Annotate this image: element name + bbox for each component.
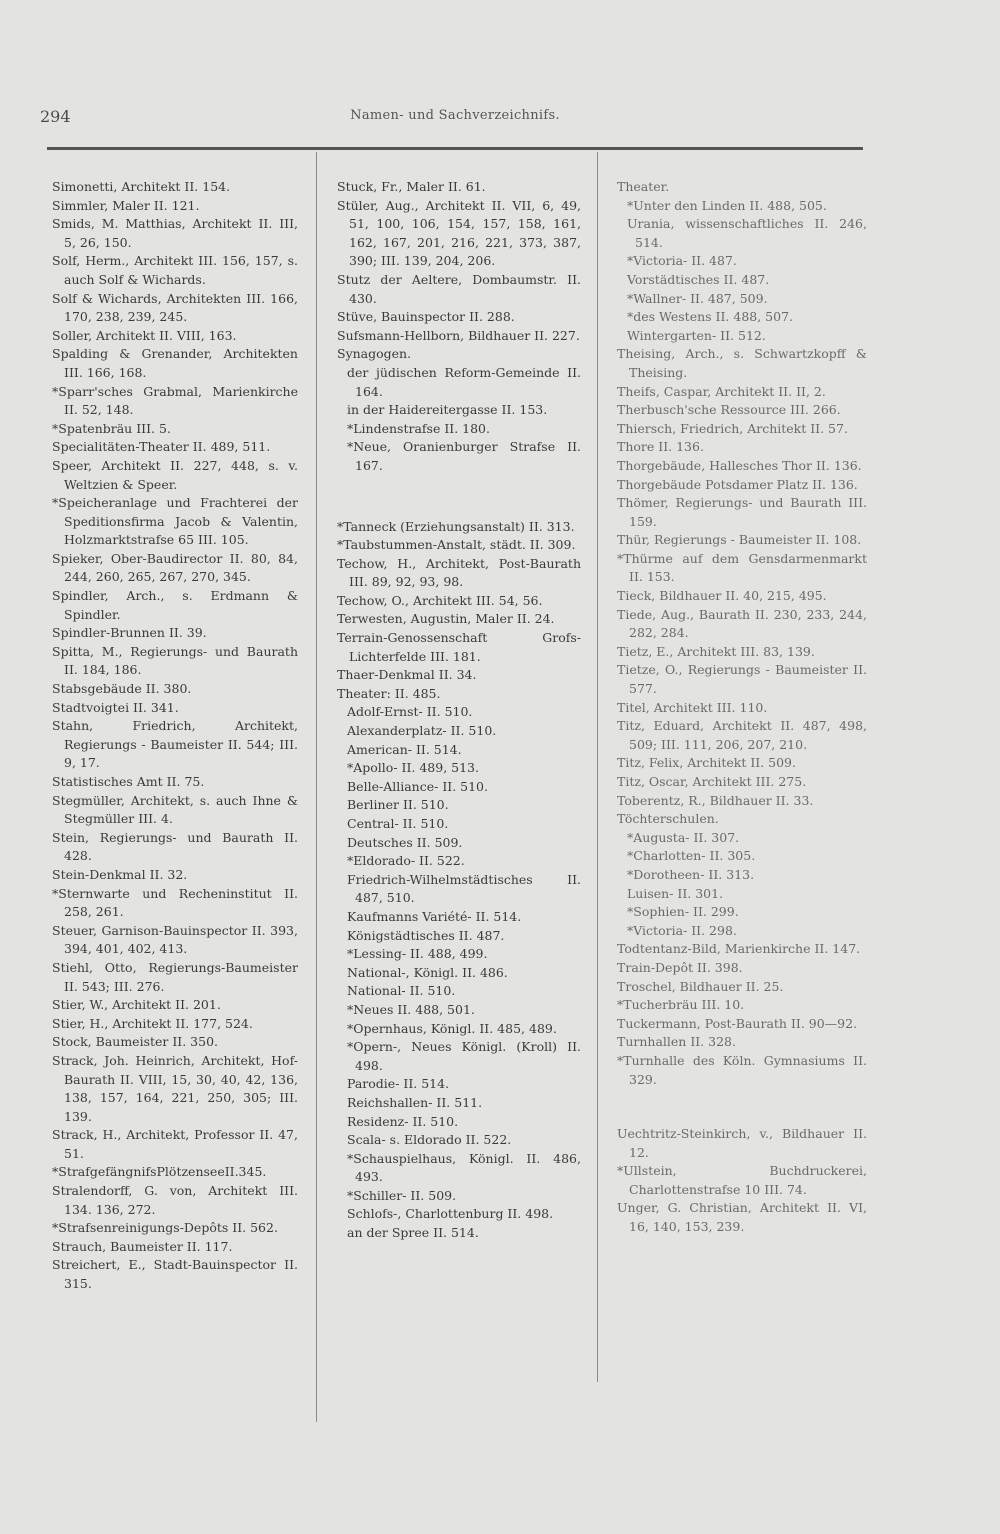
index-subentry: Alexanderplatz- II. 510.	[347, 723, 497, 739]
index-subentry: Urania, wissenschaftliches II. 246, 514.	[627, 216, 867, 250]
index-entry: *Tanneck (Erziehungsanstalt) II. 313.	[337, 518, 575, 534]
index-entry: Titz, Felix, Architekt II. 509.	[617, 755, 796, 771]
index-entry: Stein, Regierungs- und Baurath II. 428.	[52, 829, 298, 864]
index-subentry: *Lessing- II. 488, 499.	[347, 946, 488, 962]
index-entry: Stock, Baumeister II. 350.	[52, 1034, 219, 1050]
index-subentry: Residenz- II. 510.	[347, 1113, 459, 1129]
index-entry: Turnhallen II. 328.	[617, 1034, 736, 1050]
index-entry: Troschel, Bildhauer II. 25.	[617, 978, 784, 994]
index-subentry: Adolf-Ernst- II. 510.	[347, 704, 473, 720]
index-subentry: Luisen- II. 301.	[627, 885, 724, 901]
index-entry: Spieker, Ober-Baudirector II. 80, 84, 244, 260, 265, 267, 270, 345.	[52, 550, 298, 585]
index-entry: Specialitäten-Theater II. 489, 511.	[52, 439, 271, 455]
index-subentry: *Dorotheen- II. 313.	[627, 866, 755, 882]
index-entry: Stüve, Bauinspector II. 288.	[337, 309, 515, 325]
index-entry: Smids, M. Matthias, Architekt II. III, 5, 26, 150.	[52, 216, 298, 250]
index-subentry: der jüdischen Reform-Gemeinde II. 164.	[347, 364, 581, 399]
index-entry: *Turnhalle des Köln. Gymnasiums II. 329.	[617, 1052, 867, 1087]
index-entry: Titel, Architekt III. 110.	[617, 699, 768, 715]
index-entry: Tuckermann, Post-Baurath II. 90—92.	[617, 1015, 858, 1031]
index-subentry: *Lindenstrafse II. 180.	[347, 420, 490, 436]
index-subentry: in der Haidereitergasse II. 153.	[347, 402, 548, 418]
index-entry: Soller, Architekt II. VIII, 163.	[52, 327, 237, 343]
index-subentry: *Augusta- II. 307.	[627, 829, 740, 845]
index-subentry: National-, Königl. II. 486.	[347, 964, 508, 980]
index-entry: Töchterschulen.	[617, 811, 719, 827]
index-entry: Theater: II. 485.	[337, 685, 441, 701]
index-column-1	[52, 178, 298, 1294]
index-entry: *Strafsenreinigungs-Depôts II. 562.	[52, 1220, 278, 1236]
index-entry: Statistisches Amt II. 75.	[52, 774, 205, 789]
index-entry: Strack, Joh. Heinrich, Architekt, Hof-Baurath II. VIII, 15, 30, 40, 42, 136, 138, 157, 164, 221, 250, 305; III. 139.	[52, 1052, 298, 1124]
index-subentry: *Eldorado- II. 522.	[347, 853, 465, 869]
index-subentry: *Wallner- II. 487, 509.	[627, 290, 768, 306]
index-entry: Simmler, Maler II. 121.	[52, 197, 200, 213]
index-entry: Solf, Herm., Architekt III. 156, 157, s. auch Solf & Wichards.	[52, 253, 298, 287]
index-entry: *Sternwarte und Recheninstitut II. 258, 261.	[52, 885, 298, 920]
running-head: Namen- und Sachverzeichnifs.	[350, 108, 560, 123]
index-subentry: Scala- s. Eldorado II. 522.	[347, 1132, 512, 1148]
index-subentry: *Victoria- II. 487.	[627, 253, 737, 269]
index-subentry: *Charlotten- II. 305.	[627, 848, 756, 864]
index-entry: Sufsmann-Hellborn, Bildhauer II. 227.	[337, 327, 580, 343]
index-subentry: Königstädtisches II. 487.	[347, 927, 505, 943]
index-entry: *Thürme auf dem Gensdarmenmarkt II. 153.	[617, 550, 867, 585]
index-subentry: *des Westens II. 488, 507.	[627, 309, 793, 325]
index-entry: Terrain-Genossenschaft Grofs-Lichterfelde III. 181.	[337, 630, 581, 664]
index-subentry: *Schauspielhaus, Königl. II. 486, 493.	[347, 1150, 581, 1185]
index-subentry: Parodie- II. 514.	[347, 1076, 450, 1092]
index-entry: Thorgebäude, Hallesches Thor II. 136.	[617, 457, 862, 473]
index-entry: Simonetti, Architekt II. 154.	[52, 179, 231, 194]
index-entry: Therbusch'sche Ressource III. 266.	[617, 402, 841, 418]
index-subentry: Kaufmanns Variété- II. 514.	[347, 908, 522, 924]
index-entry: Solf & Wichards, Architekten III. 166, 170, 238, 239, 245.	[52, 290, 298, 325]
index-entry: Speer, Architekt II. 227, 448, s. v. Weltzien & Speer.	[52, 457, 298, 492]
index-entry: Terwesten, Augustin, Maler II. 24.	[337, 611, 555, 627]
index-subentry: Schlofs-, Charlottenburg II. 498.	[347, 1206, 554, 1222]
index-entry: Stralendorff, G. von, Architekt III. 134. 136, 272.	[52, 1183, 298, 1217]
index-entry: *Tucherbräu III. 10.	[617, 997, 745, 1013]
index-subentry: Wintergarten- II. 512.	[627, 327, 766, 343]
index-entry: *Speicheranlage und Frachterei der Speditionsfirma Jacob & Valentin, Holzmarktstrafse 65 III. 105.	[52, 495, 298, 548]
index-entry: Tiede, Aug., Baurath II. 230, 233, 244, 282, 284.	[617, 606, 867, 641]
index-entry: Stüler, Aug., Architekt II. VII, 6, 49, 51, 100, 106, 154, 157, 158, 161, 162, 167, 201, 216, 221, 373, 387, 390; III. 139, 204, 206.	[337, 197, 581, 269]
index-subentry: *Schiller- II. 509.	[347, 1187, 457, 1203]
index-entry: Thömer, Regierungs- und Baurath III. 159.	[617, 495, 867, 529]
index-entry: Stadtvoigtei II. 341.	[52, 699, 179, 715]
index-subentry: an der Spree II. 514.	[347, 1225, 479, 1241]
index-column-3	[617, 178, 867, 1237]
index-entry: Strauch, Baumeister II. 117.	[52, 1238, 233, 1254]
index-subentry: *Opernhaus, Königl. II. 485, 489.	[347, 1020, 557, 1036]
index-entry: Tietze, O., Regierungs - Baumeister II. 577.	[617, 662, 867, 697]
column-divider	[316, 152, 317, 1422]
index-entry: Stutz der Aeltere, Dombaumstr. II. 430.	[337, 271, 581, 306]
column-divider	[597, 152, 598, 1382]
header-rule	[47, 147, 863, 150]
index-entry: Spindler, Arch., s. Erdmann & Spindler.	[52, 588, 298, 622]
index-entry: Toberentz, R., Bildhauer II. 33.	[617, 792, 814, 808]
index-subentry: Vorstädtisches II. 487.	[627, 271, 770, 287]
index-entry: Strack, H., Architekt, Professor II. 47, 51.	[52, 1127, 298, 1161]
index-entry: Stegmüller, Architekt, s. auch Ihne & Stegmüller III. 4.	[52, 792, 298, 827]
index-subentry: *Victoria- II. 298.	[627, 922, 737, 938]
index-subentry: American- II. 514.	[347, 741, 462, 757]
index-entry: Streichert, E., Stadt-Bauinspector II. 315.	[52, 1257, 298, 1292]
index-entry: Thür, Regierungs - Baumeister II. 108.	[617, 532, 862, 548]
index-entry: Stier, H., Architekt II. 177, 524.	[52, 1015, 253, 1031]
index-subentry: *Apollo- II. 489, 513.	[347, 760, 479, 776]
index-entry: *Sparr'sches Grabmal, Marienkirche II. 52, 148.	[52, 383, 298, 418]
index-subentry: National- II. 510.	[347, 983, 456, 999]
index-entry: Thaer-Denkmal II. 34.	[337, 667, 477, 683]
index-entry: *StrafgefängnifsPlötzenseeII.345.	[52, 1164, 267, 1180]
index-subentry: Belle-Alliance- II. 510.	[347, 778, 488, 794]
index-entry: *Spatenbräu III. 5.	[52, 420, 171, 436]
index-subentry: Central- II. 510.	[347, 816, 449, 831]
index-entry: Theater.	[617, 179, 670, 194]
index-entry: Stiehl, Otto, Regierungs-Baumeister II. 543; III. 276.	[52, 959, 298, 994]
letter-section-gap	[337, 476, 581, 518]
index-subentry: Berliner II. 510.	[347, 797, 449, 813]
index-entry: Stuck, Fr., Maler II. 61.	[337, 179, 486, 194]
index-entry: Stein-Denkmal II. 32.	[52, 866, 188, 882]
index-entry: Synagogen.	[337, 346, 412, 362]
index-entry: Theising, Arch., s. Schwartzkopff & Theising.	[617, 346, 867, 380]
index-entry: *Taubstummen-Anstalt, städt. II. 309.	[337, 537, 576, 553]
index-entry: Stabsgebäude II. 380.	[52, 681, 192, 697]
index-entry: Spindler-Brunnen II. 39.	[52, 625, 207, 641]
index-subentry: Reichshallen- II. 511.	[347, 1094, 483, 1110]
index-entry: Techow, H., Architekt, Post-Baurath III. 89, 92, 93, 98.	[337, 555, 581, 590]
index-entry: Train-Depôt II. 398.	[617, 959, 743, 975]
index-subentry: Friedrich-Wilhelmstädtisches II. 487, 510.	[347, 871, 581, 906]
index-entry: Stahn, Friedrich, Architekt, Regierungs - Baumeister II. 544; III. 9, 17.	[52, 718, 298, 771]
index-entry: Techow, O., Architekt III. 54, 56.	[337, 592, 543, 608]
page-number: 294	[40, 107, 71, 126]
index-entry: Stier, W., Architekt II. 201.	[52, 997, 221, 1013]
index-entry: Tieck, Bildhauer II. 40, 215, 495.	[617, 588, 827, 604]
index-entry: Theifs, Caspar, Architekt II. II, 2.	[617, 383, 826, 399]
index-column-2	[337, 178, 581, 1243]
index-entry: Spitta, M., Regierungs- und Baurath II. 184, 186.	[52, 643, 298, 678]
index-subentry: *Opern-, Neues Königl. (Kroll) II. 498.	[347, 1039, 581, 1073]
index-subentry: Deutsches II. 509.	[347, 834, 463, 850]
index-entry: Unger, G. Christian, Architekt II. VI, 16, 140, 153, 239.	[617, 1200, 867, 1235]
index-entry: Thiersch, Friedrich, Architekt II. 57.	[617, 420, 848, 436]
index-entry: Uechtritz-Steinkirch, v., Bildhauer II. 12.	[617, 1126, 867, 1160]
index-entry: *Ullstein, Buchdruckerei, Charlottenstrafse 10 III. 74.	[617, 1163, 867, 1197]
letter-section-gap	[617, 1089, 867, 1125]
index-subentry: *Sophien- II. 299.	[627, 904, 739, 920]
index-entry: Titz, Oscar, Architekt III. 275.	[617, 774, 807, 789]
index-entry: Spalding & Grenander, Architekten III. 166, 168.	[52, 346, 298, 380]
index-entry: Thore II. 136.	[617, 439, 704, 455]
index-entry: Todtentanz-Bild, Marienkirche II. 147.	[617, 941, 861, 957]
index-entry: Steuer, Garnison-Bauinspector II. 393, 394, 401, 402, 413.	[52, 922, 298, 957]
index-subentry: *Neue, Oranienburger Strafse II. 167.	[347, 439, 581, 473]
index-subentry: *Unter den Linden II. 488, 505.	[627, 197, 827, 213]
index-entry: Tietz, E., Architekt III. 83, 139.	[617, 643, 815, 659]
index-subentry: *Neues II. 488, 501.	[347, 1001, 475, 1017]
index-entry: Titz, Eduard, Architekt II. 487, 498, 509; III. 111, 206, 207, 210.	[617, 718, 867, 752]
index-entry: Thorgebäude Potsdamer Platz II. 136.	[617, 476, 858, 492]
